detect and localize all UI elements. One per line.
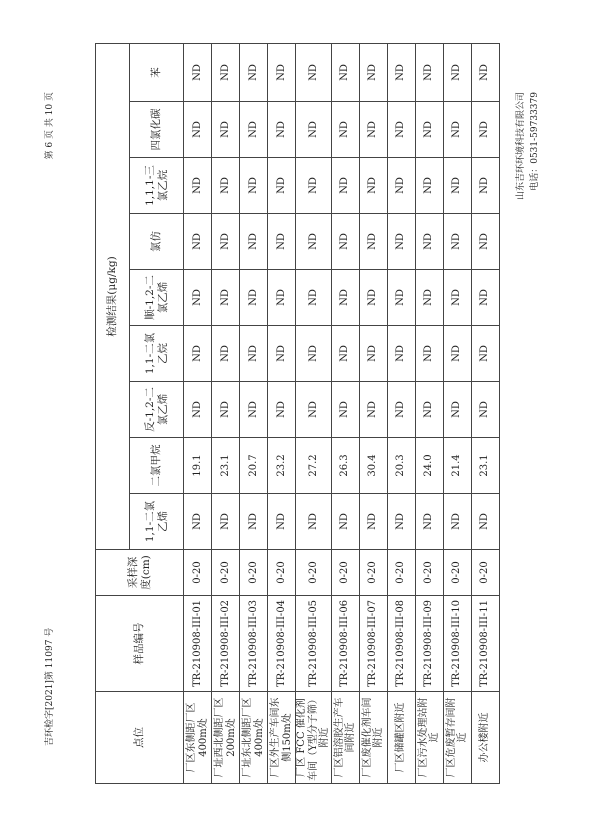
cell-value: ND: [471, 326, 499, 382]
cell-value: ND: [212, 494, 240, 550]
cell-value: ND: [415, 382, 443, 438]
cell-value: ND: [359, 158, 387, 214]
table-row: [240, 43, 268, 783]
cell-value: ND: [471, 382, 499, 438]
cell-value: ND: [331, 270, 359, 326]
cell-value: ND: [387, 214, 415, 270]
cell-location: 厂区危废暂存间附近: [443, 692, 471, 784]
cell-value: ND: [471, 270, 499, 326]
cell-value: ND: [296, 102, 332, 158]
cell-value: ND: [471, 43, 499, 101]
cell-value: ND: [296, 494, 332, 550]
cell-value: ND: [443, 494, 471, 550]
cell-value: ND: [331, 158, 359, 214]
header-location: 点位: [96, 692, 184, 784]
header-results-group: 检测结果(μg/kg): [96, 43, 130, 549]
cell-value: ND: [359, 382, 387, 438]
cell-value: ND: [212, 270, 240, 326]
header-analyte: 反-1,2-二氯乙烯: [130, 382, 184, 438]
cell-value: ND: [331, 326, 359, 382]
cell-value: ND: [443, 326, 471, 382]
cell-value: ND: [415, 214, 443, 270]
table-row: [184, 43, 212, 783]
cell-value: ND: [331, 494, 359, 550]
table-row: [443, 43, 471, 783]
cell-value: ND: [268, 214, 296, 270]
cell-value: ND: [387, 326, 415, 382]
cell-sample-id: TR-210908-III-11: [471, 596, 499, 692]
cell-value: ND: [471, 102, 499, 158]
cell-value: ND: [443, 270, 471, 326]
cell-value: 26.3: [331, 438, 359, 494]
cell-location: 厂区污水处理站附近: [415, 692, 443, 784]
cell-sample-id: TR-210908-III-07: [359, 596, 387, 692]
cell-sample-id: TR-210908-III-03: [240, 596, 268, 692]
cell-value: ND: [443, 214, 471, 270]
page-info: 第 6 页 共 10 页: [45, 92, 55, 160]
cell-value: ND: [359, 270, 387, 326]
cell-sample-id: TR-210908-III-05: [296, 596, 332, 692]
cell-value: ND: [240, 326, 268, 382]
cell-value: ND: [212, 43, 240, 101]
cell-location: 厂区外生产车间东侧150m处: [268, 692, 296, 784]
footer: [515, 92, 542, 200]
header-analyte: 四氯化碳: [130, 102, 184, 158]
document-number: 吉环检字[2021]第 11097 号: [45, 627, 55, 746]
table-row: [331, 43, 359, 783]
cell-value: ND: [331, 102, 359, 158]
cell-value: ND: [184, 214, 212, 270]
header-analyte: 1,1-二氯乙烷: [130, 326, 184, 382]
cell-depth: 0-20: [212, 550, 240, 596]
cell-value: ND: [296, 158, 332, 214]
cell-value: 23.1: [471, 438, 499, 494]
cell-value: ND: [387, 102, 415, 158]
cell-value: 20.3: [387, 438, 415, 494]
cell-value: 19.1: [184, 438, 212, 494]
cell-value: ND: [184, 326, 212, 382]
cell-location: 厂址东北侧距厂区400m处: [240, 692, 268, 784]
cell-value: ND: [184, 102, 212, 158]
cell-value: ND: [359, 102, 387, 158]
cell-value: ND: [387, 382, 415, 438]
cell-location: 厂区东侧距厂区400m处: [184, 692, 212, 784]
cell-value: ND: [443, 382, 471, 438]
cell-value: ND: [387, 270, 415, 326]
cell-depth: 0-20: [331, 550, 359, 596]
cell-value: ND: [359, 214, 387, 270]
cell-value: ND: [331, 43, 359, 101]
cell-value: 21.4: [443, 438, 471, 494]
cell-depth: 0-20: [296, 550, 332, 596]
cell-sample-id: TR-210908-III-09: [415, 596, 443, 692]
table-row: [296, 43, 332, 783]
cell-value: ND: [443, 102, 471, 158]
cell-value: ND: [268, 102, 296, 158]
cell-value: ND: [240, 214, 268, 270]
cell-location: 办公楼附近: [471, 692, 499, 784]
cell-value: ND: [471, 158, 499, 214]
cell-value: ND: [212, 102, 240, 158]
cell-value: ND: [268, 382, 296, 438]
cell-sample-id: TR-210908-III-02: [212, 596, 240, 692]
cell-value: ND: [240, 494, 268, 550]
cell-location: 厂区铝溶胶生产车间附近: [331, 692, 359, 784]
cell-location: 厂区废催化剂车间附近: [359, 692, 387, 784]
cell-value: ND: [268, 43, 296, 101]
cell-value: ND: [268, 158, 296, 214]
cell-sample-id: TR-210908-III-06: [331, 596, 359, 692]
cell-value: 24.0: [415, 438, 443, 494]
cell-value: ND: [415, 43, 443, 101]
table-row: [387, 43, 415, 783]
cell-value: ND: [240, 158, 268, 214]
cell-location: 厂址西北侧距厂区200m处: [212, 692, 240, 784]
cell-location: 厂区储罐区附近: [387, 692, 415, 784]
cell-value: ND: [184, 43, 212, 101]
cell-value: ND: [443, 158, 471, 214]
cell-value: ND: [212, 326, 240, 382]
table-row: [471, 43, 499, 783]
cell-value: ND: [443, 43, 471, 101]
cell-value: ND: [359, 43, 387, 101]
cell-depth: 0-20: [415, 550, 443, 596]
cell-value: ND: [387, 43, 415, 101]
cell-value: ND: [387, 494, 415, 550]
header-analyte: 顺-1,2-二氯乙烯: [130, 270, 184, 326]
cell-value: ND: [359, 326, 387, 382]
cell-depth: 0-20: [443, 550, 471, 596]
cell-value: ND: [296, 43, 332, 101]
table-row: [212, 43, 240, 783]
cell-value: ND: [331, 214, 359, 270]
cell-depth: 0-20: [184, 550, 212, 596]
header-depth: 采样深度(cm): [96, 550, 184, 596]
cell-sample-id: TR-210908-III-10: [443, 596, 471, 692]
cell-value: ND: [212, 382, 240, 438]
company-name: 山东吉环环境科技有限公司: [516, 92, 526, 201]
table-row: [359, 43, 387, 783]
cell-location: 厂区 FCC 催化剂车间（Y型分子筛）附近: [296, 692, 332, 784]
cell-value: 23.2: [268, 438, 296, 494]
table-row: [268, 43, 296, 783]
cell-sample-id: TR-210908-III-01: [184, 596, 212, 692]
header-sample-id: 样品编号: [96, 596, 184, 692]
cell-value: ND: [240, 382, 268, 438]
cell-value: ND: [415, 326, 443, 382]
cell-value: ND: [240, 102, 268, 158]
cell-value: ND: [296, 382, 332, 438]
company-phone: 电话：0531-59733379: [529, 92, 540, 191]
cell-value: ND: [212, 214, 240, 270]
cell-value: ND: [268, 326, 296, 382]
cell-depth: 0-20: [268, 550, 296, 596]
cell-value: ND: [240, 270, 268, 326]
header-analyte: 1,1-二氯乙烯: [130, 494, 184, 550]
cell-value: ND: [296, 326, 332, 382]
cell-depth: 0-20: [471, 550, 499, 596]
cell-value: ND: [415, 494, 443, 550]
cell-value: ND: [471, 214, 499, 270]
cell-value: ND: [212, 158, 240, 214]
cell-depth: 0-20: [240, 550, 268, 596]
cell-value: ND: [331, 382, 359, 438]
cell-value: 30.4: [359, 438, 387, 494]
cell-value: ND: [471, 494, 499, 550]
cell-value: ND: [184, 270, 212, 326]
cell-value: 20.7: [240, 438, 268, 494]
header-analyte: 1,1,1-三氯乙烷: [130, 158, 184, 214]
cell-sample-id: TR-210908-III-08: [387, 596, 415, 692]
cell-value: ND: [415, 270, 443, 326]
header-analyte: 二氯甲烷: [130, 438, 184, 494]
table-row: [415, 43, 443, 783]
cell-value: ND: [296, 270, 332, 326]
cell-depth: 0-20: [387, 550, 415, 596]
cell-value: 23.1: [212, 438, 240, 494]
header-analyte: 氯仿: [130, 214, 184, 270]
cell-value: ND: [415, 158, 443, 214]
cell-value: ND: [387, 158, 415, 214]
cell-value: ND: [184, 382, 212, 438]
cell-value: ND: [268, 270, 296, 326]
cell-sample-id: TR-210908-III-04: [268, 596, 296, 692]
cell-value: ND: [415, 102, 443, 158]
cell-depth: 0-20: [359, 550, 387, 596]
cell-value: ND: [268, 494, 296, 550]
cell-value: ND: [359, 494, 387, 550]
results-table: [95, 43, 500, 784]
cell-value: ND: [296, 214, 332, 270]
cell-value: ND: [184, 494, 212, 550]
cell-value: 27.2: [296, 438, 332, 494]
cell-value: ND: [240, 43, 268, 101]
header-analyte: 苯: [130, 43, 184, 101]
cell-value: ND: [184, 158, 212, 214]
